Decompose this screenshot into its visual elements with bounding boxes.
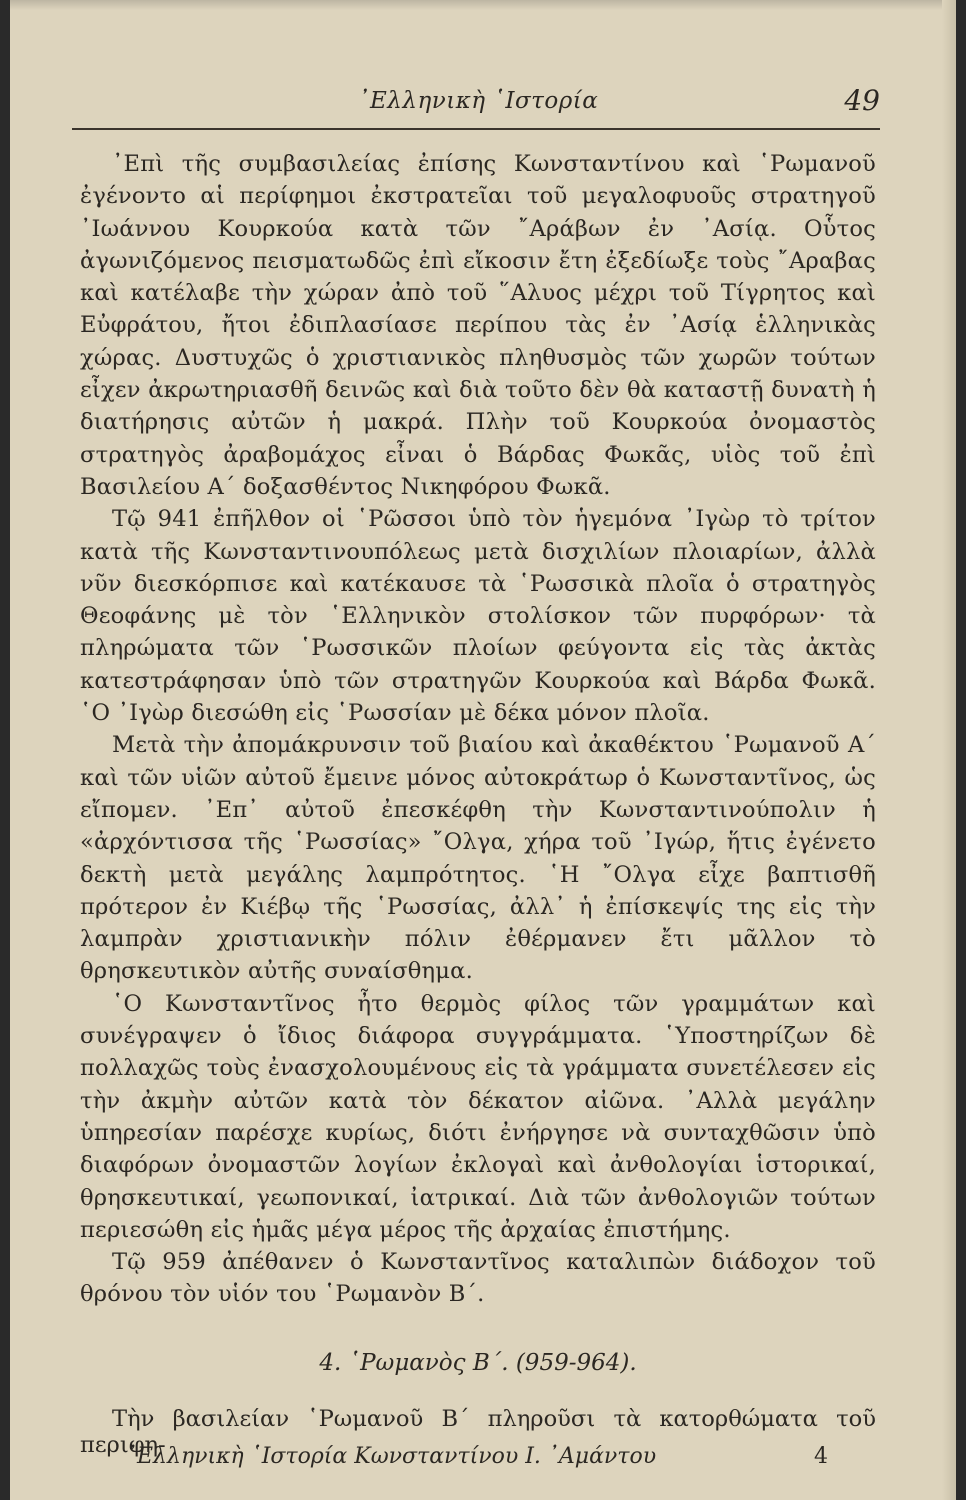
book-page xyxy=(10,0,956,1500)
continuing-paragraph: Τὴν βασιλείαν ῾Ρωμανοῦ Β΄ πληροῦσι τὰ κατορθώματα τοῦ περιφη- xyxy=(80,1406,876,1458)
paragraph: ᾿Επὶ τῆς συμβασιλείας ἐπίσης Κωνσταντίνου καὶ ῾Ρωμανοῦ ἐγένοντο αἱ περίφημοι ἐκστρατεῖαι τοῦ μεγαλοφυοῦς στρατηγοῦ ᾿Ιωάννου Κουρκούα κατὰ τῶν ῎Αράβων ἐν ᾿Ασίᾳ. Οὗτος ἀγωνιζόμενος πεισματωδῶς ἐπὶ εἴκοσιν ἔτη ἐξεδίωξε τοὺς ῎Αραβας καὶ κατέλαβε τὴν χώραν ἀπὸ τοῦ ῞Αλυος μέχρι τοῦ Τίγρητος καὶ Εὐφράτου, ἤτοι ἐδιπλασίασε περίπου τὰς ἐν ᾿Ασίᾳ ἑλληνικὰς χώρας. Δυστυχῶς ὁ χριστιανικὸς πληθυσμὸς τῶν χωρῶν τούτων εἶχεν ἀκρωτηριασθῆ δεινῶς καὶ διὰ τοῦτο δὲν θὰ καταστῇ δυνατὴ ἡ διατήρησις αὐτῶν ἡ μακρά. Πλὴν τοῦ Κουρκούα ὀνομαστὸς στρατηγὸς ἀραβομάχος εἶναι ὁ Βάρδας Φωκᾶς, υἱὸς τοῦ ἐπὶ Βασιλείου Α΄ δοξασθέντος Νικηφόρου Φωκᾶ. xyxy=(80,151,876,500)
paragraph: ῾Ο Κωνσταντῖνος ἦτο θερμὸς φίλος τῶν γραμμάτων καὶ συνέγραψεν ὁ ἴδιος διάφορα συγγράμματα. ῾Υποστηρίζων δὲ πολλαχῶς τοὺς ἐνασχολουμένους εἰς τὰ γράμματα συνετέλεσεν εἰς τὴν ἀκμὴν αὐτῶν κατὰ τὸν δέκατον αἰῶνα. ᾿Αλλὰ μεγάλην ὑπηρεσίαν παρέσχε κυρίως, διότι ἐνήργησε νὰ συνταχθῶσιν ὑπὸ διαφόρων ὀνομαστῶν λογίων ἐκλογαὶ καὶ ἀνθολογίαι ἱστορικαί, θρησκευτικαί, γεωπονικαί, ἰατρικαί. Διὰ τῶν ἀνθολογιῶν τούτων περιεσώθη εἰς ἡμᾶς μέγα μέρος τῆς ἀρχαίας ἐπιστήμης. xyxy=(80,990,876,1243)
paragraph: Μετὰ τὴν ἀπομάκρυνσιν τοῦ βιαίου καὶ ἀκαθέκτου ῾Ρωμανοῦ Α΄ καὶ τῶν υἱῶν αὐτοῦ ἔμεινε μόνος αὐτοκράτωρ ὁ Κωνσταντῖνος, ὡς εἴπομεν. ᾿Επ᾿ αὐτοῦ ἐπεσκέφθη τὴν Κωνσταντινούπολιν ἡ «ἀρχόντισσα τῆς ῾Ρωσσίας» ῎Ολγα, χήρα τοῦ ᾿Ιγώρ, ἥτις ἐγένετο δεκτὴ μετὰ μεγάλης λαμπρότητος. ῾Η ῎Ολγα εἶχε βαπτισθῆ πρότερον ἐν Κιέβῳ τῆς ῾Ρωσσίας, ἀλλ᾿ ἡ ἐπίσκεψίς της εἰς τὴν λαμπρὰν χριστιανικὴν πόλιν ἐθέρμανεν ἔτι μᾶλλον τὸ θρησκευτικὸν αὐτῆς συναίσθημα. xyxy=(80,732,876,985)
page-footer xyxy=(80,1444,876,1478)
section-heading: 4. ῾Ρωμανὸς Β΄. (959-964). xyxy=(319,1350,637,1376)
paragraph: Τῷ 941 ἐπῆλθον οἱ ῾Ρῶσσοι ὑπὸ τὸν ἡγεμόνα ᾿Ιγὼρ τὸ τρίτον κατὰ τῆς Κωνσταντινουπόλεως μετὰ δισχιλίων πλοιαρίων, ἀλλὰ νῦν διεσκόρπισε καὶ κατέκαυσε τὰ ῾Ρωσσικὰ πλοῖα ὁ στρατηγὸς Θεοφάνης μὲ τὸν ῾Ελληνικὸν στολίσκον τῶν πυρφόρων· τὰ πληρώματα τῶν ῾Ρωσσικῶν πλοίων φεύγοντα εἰς τὰς ἀκτὰς κατεστράφησαν ὑπὸ τῶν στρατηγῶν Κουρκούα καὶ Βάρδα Φωκᾶ. ῾Ο ᾿Ιγὼρ διεσώθη εἰς ῾Ρωσσίαν μὲ δέκα μόνον πλοῖα. xyxy=(80,506,876,727)
running-title: ᾿Ελληνικὴ ῾Ιστορία xyxy=(358,88,599,114)
footer-book-title: ᾿Ελληνικὴ ῾Ιστορία Κωνσταντίνου Ι. ᾿Αμάντου xyxy=(126,1444,657,1469)
paragraph: Τῷ 959 ἀπέθανεν ὁ Κωνσταντῖνος καταλιπὼν διάδοχον τοῦ θρόνου τὸν υἱόν του ῾Ρωμανὸν Β΄. xyxy=(80,1249,876,1308)
signature-mark: 4 xyxy=(814,1444,828,1469)
header-rule xyxy=(72,128,880,130)
page-number: 49 xyxy=(844,84,880,117)
running-head xyxy=(70,84,880,124)
body-text xyxy=(80,148,876,1311)
page-top-edge xyxy=(10,0,956,10)
page-right-edge xyxy=(942,0,956,1500)
